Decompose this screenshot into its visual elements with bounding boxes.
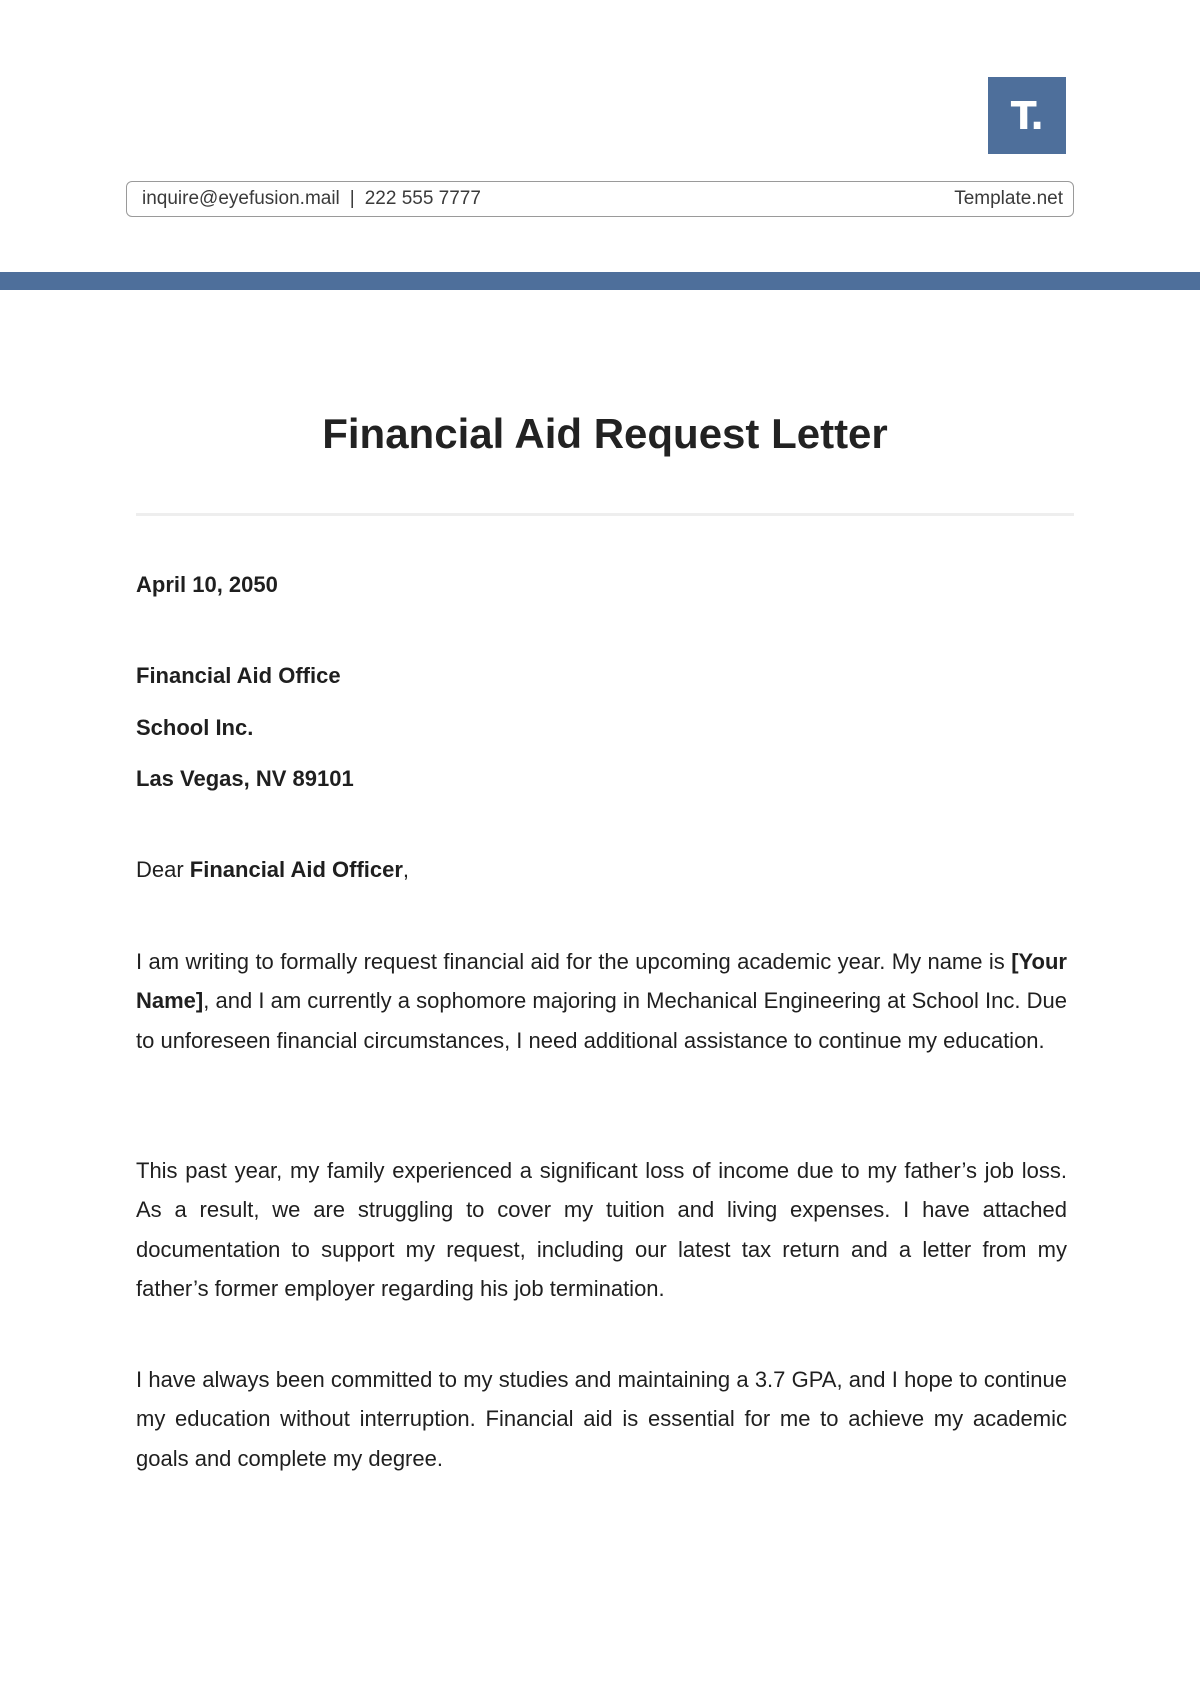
salutation-suffix: ,	[402, 857, 410, 882]
contact-email[interactable]: inquire@eyefusion.mail	[142, 188, 340, 209]
contact-info	[142, 188, 481, 210]
salutation-prefix: Dear	[136, 857, 190, 882]
contact-separator: |	[349, 188, 355, 209]
page-title: Financial Aid Request Letter	[322, 410, 888, 457]
name-placeholder: [Your Name]	[136, 949, 1067, 1014]
body-paragraph-2: This past year, my family experienced a significant loss of income due to my father’s job loss. As a result, we are struggling to cover my tuition and living expenses. I have attached documentation to support my request, including our latest tax return and a letter from my father’s former employer regarding his job termination.	[136, 1158, 1067, 1301]
recipient-organization: School Inc.	[136, 715, 254, 740]
recipient-office: Financial Aid Office	[136, 663, 341, 688]
header-divider-band	[0, 272, 1200, 290]
paragraph-1-text-b: , and I am currently a sophomore majoring in Mechanical Engineering at School Inc. Due to unforeseen financial circumstances, I need additional assistance to continue my education.	[136, 988, 1067, 1053]
brand-logo	[988, 77, 1066, 154]
recipient-address: Las Vegas, NV 89101	[136, 766, 354, 791]
site-name[interactable]: Template.net	[954, 188, 1063, 209]
letter-date: April 10, 2050	[136, 572, 278, 597]
contact-bar	[126, 181, 1074, 217]
salutation-name: Financial Aid Officer	[189, 857, 403, 882]
salutation	[136, 857, 409, 883]
body-paragraph-1	[136, 942, 1067, 1060]
logo-text: T.	[1010, 93, 1044, 138]
title-divider	[136, 513, 1074, 516]
body-paragraph-3: I have always been committed to my studies and maintaining a 3.7 GPA, and I hope to continue my education without interruption. Financial aid is essential for me to achieve my academic goals and complete my degree.	[136, 1367, 1067, 1471]
paragraph-1-text-a: I am writing to formally request financial aid for the upcoming academic year. My name is	[136, 949, 1012, 974]
contact-phone[interactable]: 222 555 7777	[364, 188, 481, 209]
